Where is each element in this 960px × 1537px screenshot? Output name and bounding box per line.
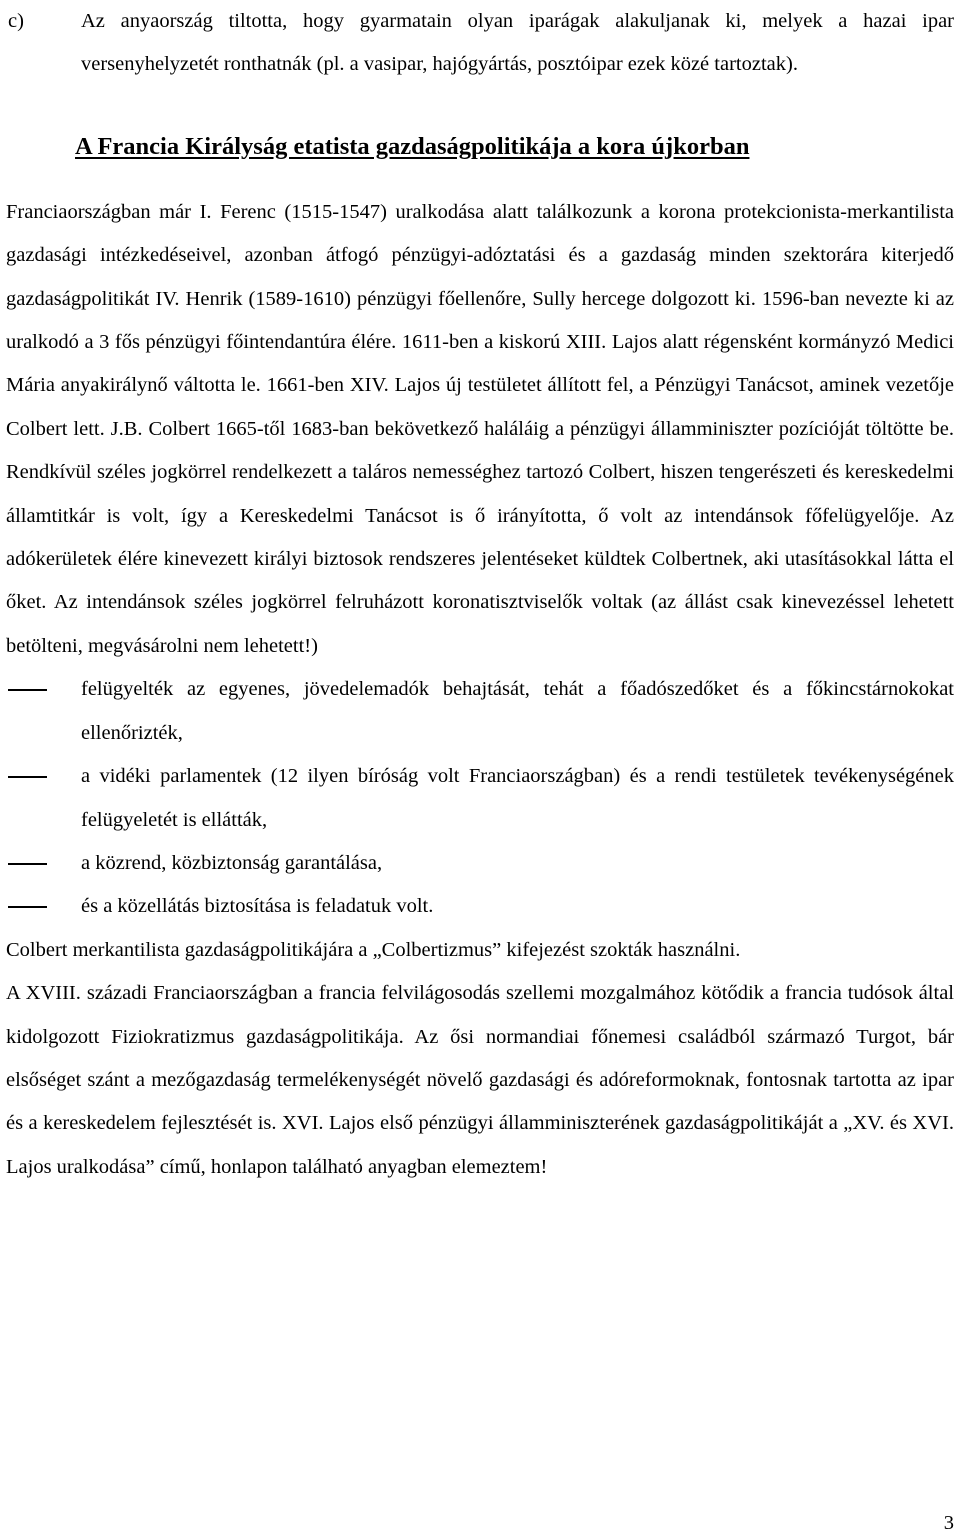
list-item-text: Az anyaország tiltotta, hogy gyarmatain olyan iparágak alakuljanak ki, melyek a hazai ipar versenyhelyzetét ronthatnák (pl. a vasipar, hajógyártás, posztóipar ezek közé tartoztak). [81,10,954,76]
dash-bullet-icon [8,689,47,691]
dash-bullet-icon [8,906,47,908]
document-page [6,0,954,1189]
intendant-duties-list [6,668,954,928]
paragraph-colbertism: Colbert merkantilista gazdaságpolitikájára a „Colbertizmus” kifejezést szokták használni. [6,938,741,961]
section-heading: A Francia Királyság etatista gazdaságpolitikája a kora újkorban [75,132,750,160]
list-item-text: és a közellátás biztosítása is feladatuk volt. [81,895,434,918]
list-item [6,755,954,842]
dash-bullet-icon [8,776,47,778]
list-item [6,885,954,928]
list-marker: c) [8,10,24,32]
list-item [6,842,954,885]
list-item [6,668,954,755]
paragraph-intro: Franciaországban már I. Ferenc (1515-1547) uralkodása alatt találkozunk a korona protekcionista-merkantilista gazdasági intézkedéseivel, azonban átfogó pénzügyi-adóztatási és a gazdaság minden szektorára kiterjedő gazdaságpolitikát IV. Henrik (1589-1610) pénzügyi főellenőre, Sully hercege dolgozott ki. 1596-ban nevezte ki az uralkodó a 3 fős pénzügyi főintendantúra élére. 1611-ben a kiskorú XIII. Lajos alatt régensként kormányzó Medici Mária anyakirálynő váltotta le. 1661-ben XIV. Lajos új testületet állított fel, a Pénzügyi Tanácsot, aminek vezetője Colbert lett. J.B. Colbert 1665-től 1683-ban bekövetkező haláláig a pénzügyi államminiszter pozícióját töltötte be. Rendkívül széles jogkörrel rendelkezett a taláros nemességhez tartozó Colbert, hiszen tengerészeti és kereskedelmi államtitkár is volt, így a Kereskedelmi Tanácsot is ő irányította, ő volt az intendánsok főfelügyelője. Az adókerületek élére kinevezett királyi biztosok rendszeres jelentéseket küldtek Colbertnek, aki utasításokkal látta el őket. Az intendánsok széles jogkörrel felruházott koronatisztviselők voltak (az állást csak kinevezéssel lehetett betölteni, megvásárolni nem lehetett!) [6,200,954,657]
list-item-text: a közrend, közbiztonság garantálása, [81,851,383,874]
page-number: 3 [943,1512,954,1534]
dash-bullet-icon [8,863,47,865]
paragraph-physiocracy: A XVIII. századi Franciaországban a francia felvilágosodás szellemi mozgalmához kötődik a francia tudósok által kidolgozott Fiziokratizmus gazdaságpolitikája. Az ősi normandiai főnemesi családból származó Turgot, bár elsőséget szánt a mezőgazdaság termelékenységét növelő gazdasági és adóreformoknak, fontosnak tartotta az ipar és a kereskedelem fejlesztését is. XVI. Lajos első pénzügyi államminiszterének gazdaságpolitikáját a „XV. és XVI. Lajos uralkodása” című, honlapon található anyagban elemeztem! [6,982,954,1178]
list-item-text: felügyelték az egyenes, jövedelemadók behajtását, tehát a főadószedőket és a főkincstárnokokat ellenőrizték, [81,678,954,744]
list-item-c [6,0,954,87]
list-item-text: a vidéki parlamentek (12 ilyen bíróság volt Franciaországban) és a rendi testületek tevékenységének felügyeletét is ellátták, [81,765,954,831]
